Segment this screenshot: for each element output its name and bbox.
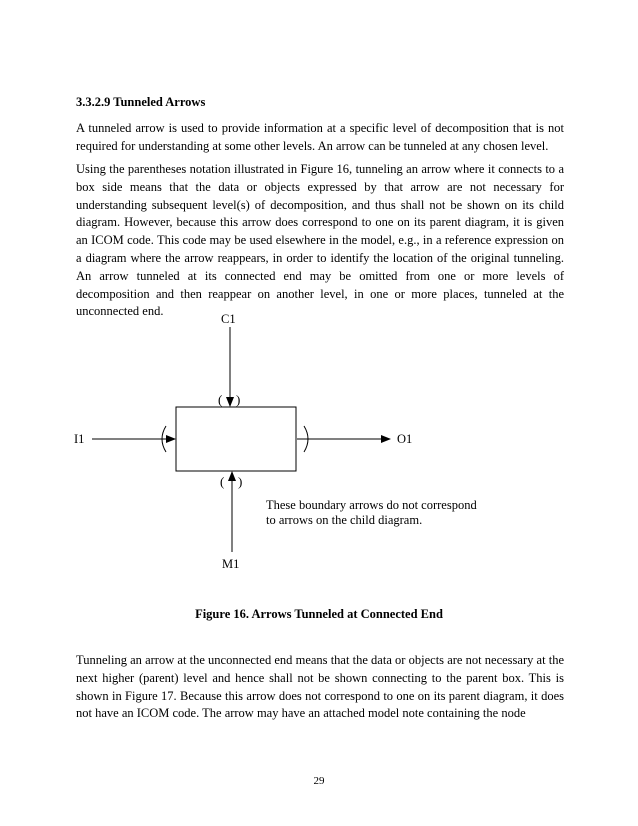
mechanism-label: M1	[222, 557, 240, 571]
mechanism-arrow	[220, 472, 242, 552]
diagram-note-line2: to arrows on the child diagram.	[266, 513, 423, 527]
activity-box	[176, 407, 296, 471]
section-heading: 3.3.2.9 Tunneled Arrows	[76, 95, 206, 109]
paragraph-connected-end: Using the parentheses notation illustrated in Figure 16, tunneling an arrow where it connects to a box side means that the data or objects expressed by that arrow are not necessary for understanding subsequent level(s) of decomposition, and thus shall not be shown on its child diagram. However, because this arrow does correspond to one on its parent diagram, it is given an ICOM code. This code may be used elsewhere in the model, e.g., in a reference expression on a diagram where the arrow reappears, in order to identify the location of the original tunneling. An arrow tunneled at its connected end may be omitted from one or more levels of decomposition and then reappear on another level, in one or more places, tunneled at the unconnected end.	[76, 162, 564, 319]
input-arrow	[92, 426, 175, 452]
diagram-note-line1: These boundary arrows do not correspond	[266, 498, 477, 512]
control-paren-right: )	[236, 392, 241, 407]
figure-16-diagram	[60, 300, 520, 585]
paragraph-unconnected-end: Tunneling an arrow at the unconnected end means that the data or objects are not necessary at the next higher (parent) level and hence shall not be shown connecting to the parent box. This is shown in Figure 17. Because this arrow does not correspond to one on its parent diagram, it does not have an ICOM code. The arrow may have an attached model note containing the node	[76, 653, 564, 721]
control-paren-left: (	[218, 392, 223, 407]
page-number: 29	[313, 775, 325, 787]
output-label: O1	[397, 432, 413, 446]
paragraph-intro: A tunneled arrow is used to provide information at a specific level of decomposition that is not required for understanding at some other levels. An arrow can be tunneled at any chosen level.	[76, 121, 564, 153]
output-arrow	[297, 426, 390, 452]
control-arrow	[218, 327, 240, 407]
mechanism-paren-left: (	[220, 474, 225, 489]
input-label: I1	[74, 432, 85, 446]
mechanism-paren-right: )	[238, 474, 243, 489]
figure-caption: Figure 16. Arrows Tunneled at Connected End	[195, 607, 443, 621]
control-label: C1	[221, 312, 236, 326]
